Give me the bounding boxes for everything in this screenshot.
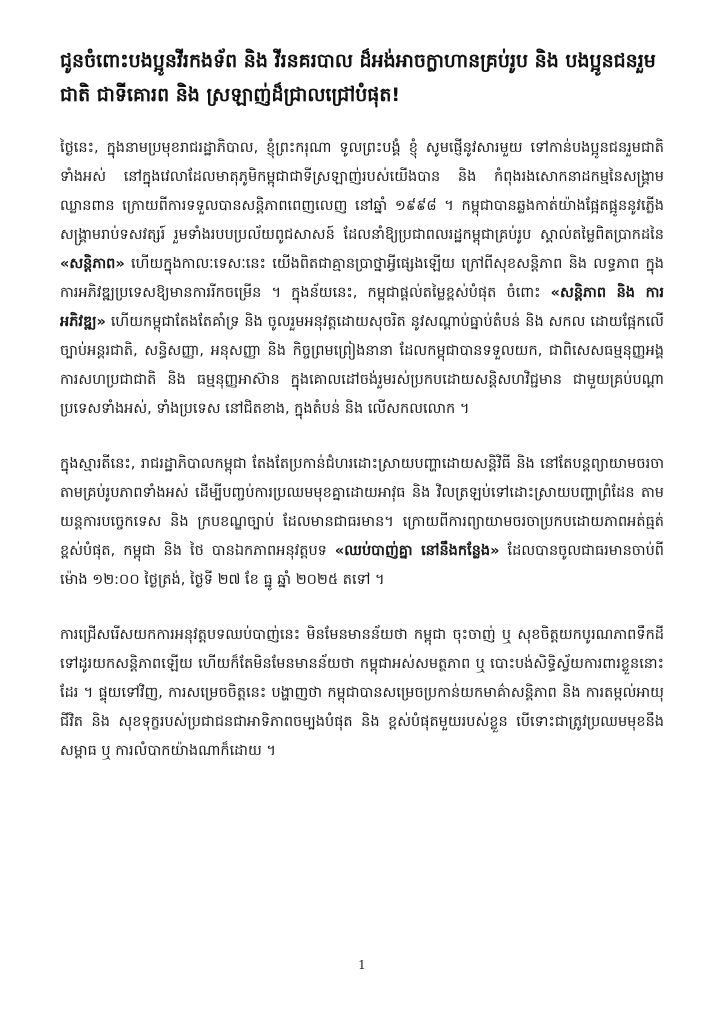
- paragraph-text: ការជ្រើសរើសយកការអនុវត្តបទឈប់បាញ់នេះ មិនមែនមានន័យថា កម្ពុជា ចុះចាញ់ ឬ សុខចិត្តយកបូរណភាពទឹកដី ទៅដូរយកសន្តិភាពឡើយ ហើយក៏តែមិនមែនមានន័យថា កម្ពុជាអស់សមត្ថភាព ឬ បោះបង់សិទ្ធិស្វ័យការពារខ្លួននោះដែរ ។ ផ្ទុយទៅវិញ, ការសម្រេចចិត្តនេះ បង្ហាញថា កម្ពុជាបានសម្រេចប្រកាន់យកមាគ៌ាសន្តិភាព និង ការតម្កល់អាយុជីវិត និង សុខទុក្ខរបស់ប្រជាជនជាអាទិភាពចម្បងបំផុត និង ខ្ពស់បំផុតមួយរបស់ខ្លួន បើទោះជាត្រូវប្រឈមមុខនឹងសម្ពាធ ឬ ការលំបាកយ៉ាងណាក៏ដោយ ។: [60, 627, 664, 759]
- paragraph-text: ហើយក្នុងកាលៈទេសៈនេះ យើងពិតជាគ្មានប្រាថ្នាអ្វីផ្សេងឡើយ ក្រៅពីសុខសន្តិភាព និង លទ្ធភាព ក្នុងការអភិវឌ្ឍប្រទេសឱ្យមានការរីកចម្រើន ។ ក្នុងន័យនេះ, កម្ពុជាផ្តល់តម្លៃខ្ពស់បំផុត ចំពោះ: [60, 256, 664, 301]
- paragraph-text: ក្នុងស្មារតីនេះ, រាជរដ្ឋាភិបាលកម្ពុជា តែងតែប្រកាន់ជំហរដោះស្រាយបញ្ហាដោយសន្តិវិធី និង នៅតែបន្តព្យាយាមចរចាតាមគ្រប់រូបភាពទាំងអស់ ដើម្បីបញ្ចប់ការប្រឈមមុខគ្នាដោយអាវុធ និង វិលត្រឡប់ទៅដោះស្រាយបញ្ហាព្រំដែន តាមយន្តការបច្ចេកទេស និង ក្របខណ្ឌច្បាប់ ដែលមានជាធរមាន។ ក្រោយពីការព្យាយាមចរចាប្រកបដោយភាពអត់ធ្មត់ខ្ពស់បំផុត, កម្ពុជា និង ថៃ បានឯកភាពអនុវត្តបទ: [60, 456, 664, 559]
- paragraph-text: ហើយកម្ពុជាតែងតែគាំទ្រ និង ចូលរួមអនុវត្តដោយសុចរិត នូវសណ្តាប់ធ្នាប់តំបន់ និង សកល ដោយផ្អែកលើច្បាប់អន្តរជាតិ, សន្ធិសញ្ញា, អនុសញ្ញា និង កិច្ចព្រមព្រៀងនានា ដែលកម្ពុជាបានទទួលយក, ជាពិសេសធម្មនុញ្ញអង្គការសហប្រជាជាតិ និង ធម្មនុញ្ញអាស៊ាន ក្នុងគោលដៅចង់រួមរស់ប្រកបដោយសន្តិសហវិជ្ជមាន ជាមួយគ្រប់បណ្តាប្រទេសទាំងអស់, ទាំងប្រទេស នៅជិតខាង, ក្នុងតំបន់ និង លើសកលលោក ។: [60, 314, 664, 417]
- paragraph-2: [60, 450, 664, 595]
- paragraph-1: [60, 134, 664, 424]
- emphasis-peace: «សន្តិភាព»: [60, 256, 125, 272]
- emphasis-peace-and-development: «សន្តិភាព និង ការអភិវឌ្ឍ»: [60, 285, 664, 330]
- paragraph-text: ថ្ងៃនេះ, ក្នុងនាមប្រមុខរាជរដ្ឋាភិបាល, ខ្ញុំព្រះករុណា ទូលព្រះបង្គំ ខ្ញុំ សូមផ្ញើនូវសារមួយ ទៅកាន់បងប្អូនជនរួមជាតិទាំងអស់ នៅក្នុងវេលាដែលមាតុភូមិកម្ពុជាជាទីស្រឡាញ់របស់យើងបាន និង កំពុងរងសោកនាដកម្មនៃសង្គ្រាមឈ្លានពាន ក្រោយពីការទទួលបានសន្តិភាពពេញលេញ នៅឆ្នាំ ១៩៩៨ ។ កម្ពុជាបានឆ្លងកាត់យ៉ាងផ្អែតផ្អូននូវភ្លើងសង្គ្រាមរាប់ទសវត្សរ៍ រួមទាំងរបបប្រល័យពូជសាសន៍ ដែលនាំឱ្យប្រជាពលរដ្ឋកម្ពុជាគ្រប់រូប ស្គាល់តម្លៃពិតប្រាកដនៃ: [60, 140, 664, 243]
- paragraph-text: ដែលបានចូលជាធរមានចាប់ពីម៉ោង ១២:០០ ថ្ងៃត្រង់, ថ្ងៃទី ២៧ ខែ ធ្នូ ឆ្នាំ ២០២៥ តទៅ ។: [60, 543, 664, 588]
- document-title: ជូនចំពោះបងប្អូនវីរកងទ័ព និង វីរនគរបាល ដ៏អង់អាចក្លាហានគ្រប់រូប និង បងប្អូនជនរួមជាតិ ជាទីគោរព និង ស្រឡាញ់ដ៏ជ្រាលជ្រៅបំផុត!: [60, 50, 656, 106]
- page-number: 1: [358, 958, 366, 972]
- emphasis-ceasefire: «ឈប់បាញ់គ្នា នៅនឹងកន្លែង»: [334, 543, 500, 559]
- paragraph-3: [60, 621, 664, 766]
